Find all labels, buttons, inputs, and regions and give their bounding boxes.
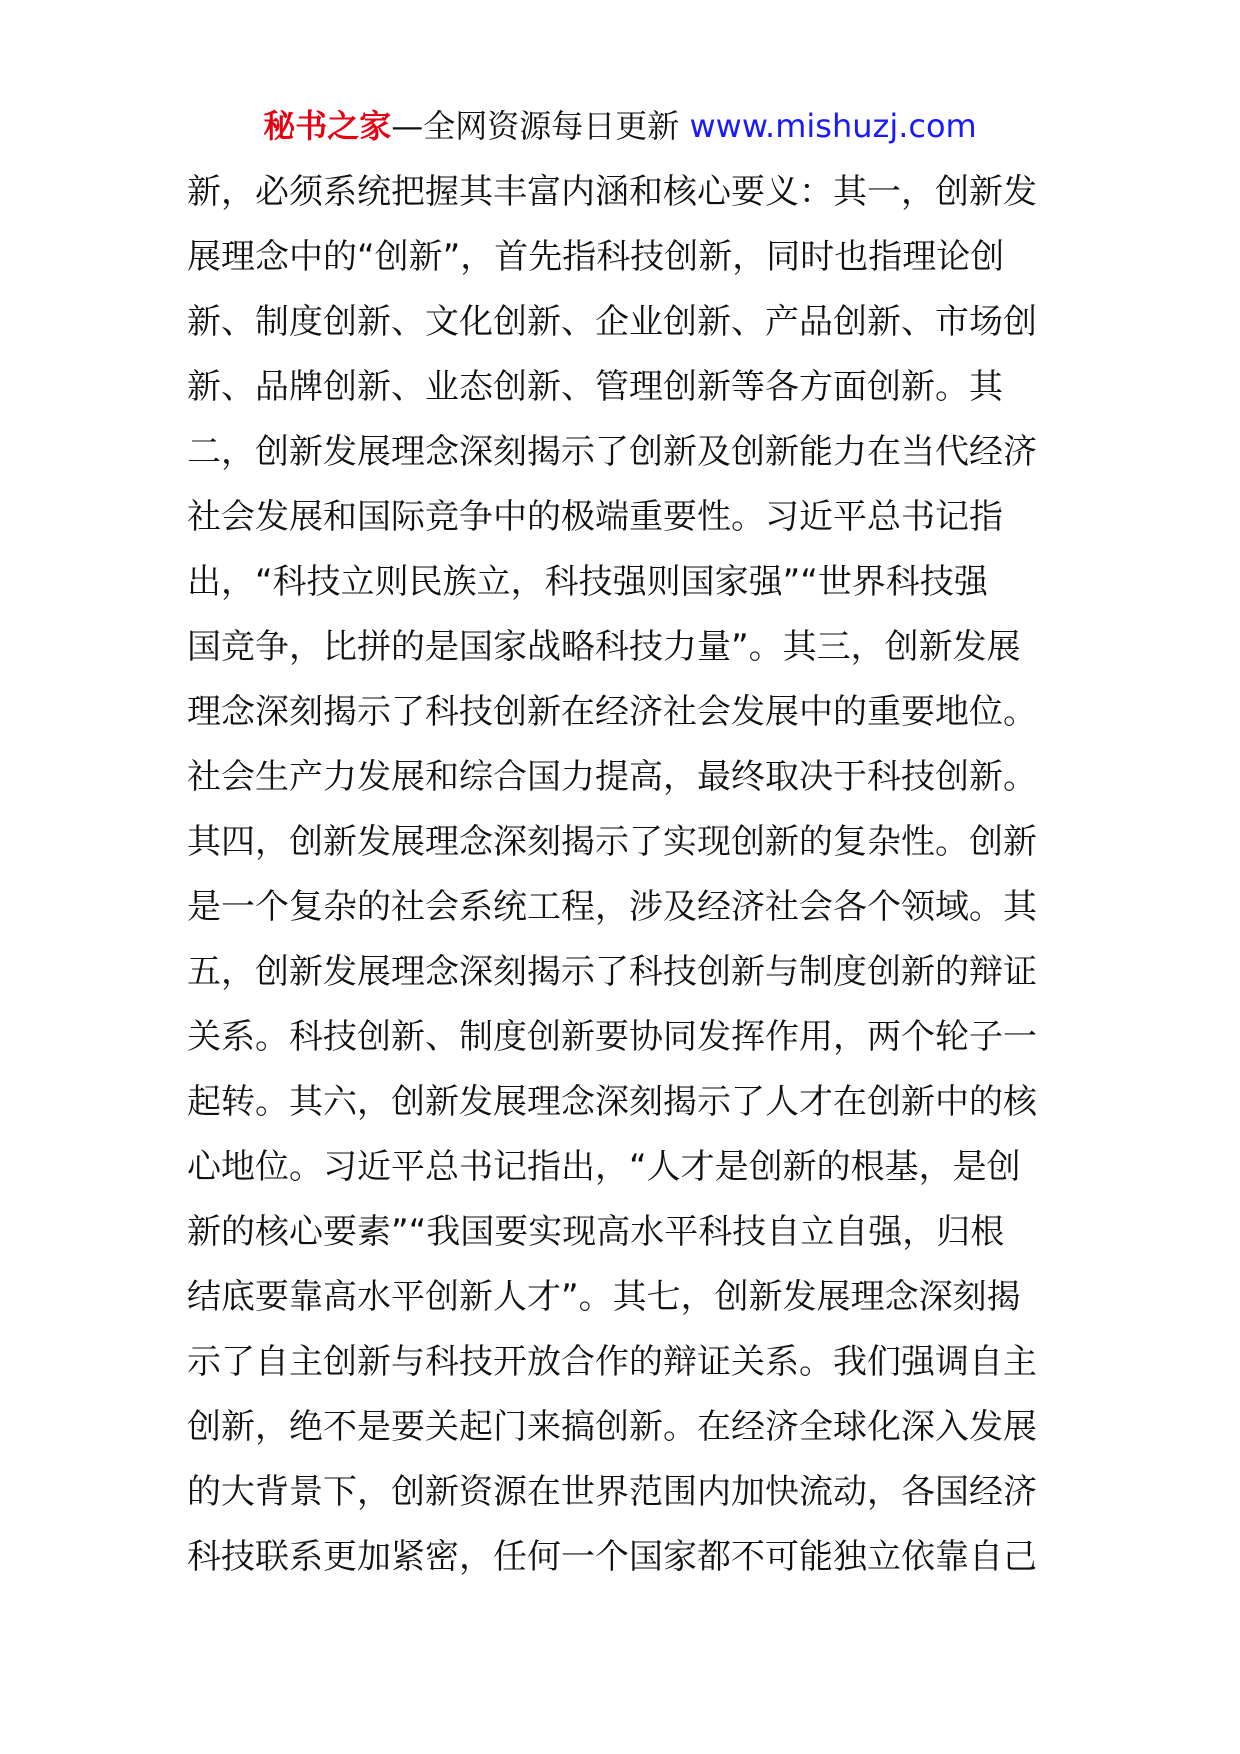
document-body bbox=[187, 160, 1057, 1590]
site-url-link[interactable]: www.mishuzj.com bbox=[689, 107, 977, 145]
text-line: 新、制度创新、文化创新、企业创新、产品创新、市场创 bbox=[187, 302, 1037, 342]
text-line: 二，创新发展理念深刻揭示了创新及创新能力在当代经济 bbox=[187, 432, 1037, 472]
text-line: 示了自主创新与科技开放合作的辩证关系。我们强调自主 bbox=[187, 1342, 1037, 1382]
text-line: 新，必须系统把握其丰富内涵和核心要义：其一，创新发 bbox=[187, 172, 1037, 212]
text-line: 社会发展和国际竞争中的极端重要性。习近平总书记指 bbox=[187, 497, 1003, 537]
text-line: 展理念中的“创新”，首先指科技创新，同时也指理论创 bbox=[187, 237, 1005, 277]
text-line: 心地位。习近平总书记指出，“人才是创新的根基，是创 bbox=[187, 1147, 1021, 1187]
brand-name: 秘书之家 bbox=[263, 107, 392, 145]
text-line: 结底要靠高水平创新人才”。其七，创新发展理念深刻揭 bbox=[187, 1277, 1021, 1317]
page-header bbox=[0, 104, 1240, 148]
header-slogan: —全网资源每日更新 bbox=[391, 107, 680, 145]
text-line: 其四，创新发展理念深刻揭示了实现创新的复杂性。创新 bbox=[187, 822, 1037, 862]
text-line: 新、品牌创新、业态创新、管理创新等各方面创新。其 bbox=[187, 367, 1003, 407]
text-line: 理念深刻揭示了科技创新在经济社会发展中的重要地位。 bbox=[187, 692, 1037, 732]
text-line: 社会生产力发展和综合国力提高，最终取决于科技创新。 bbox=[187, 757, 1037, 797]
text-line: 五，创新发展理念深刻揭示了科技创新与制度创新的辩证 bbox=[187, 952, 1037, 992]
text-line: 国竞争，比拼的是国家战略科技力量”。其三，创新发展 bbox=[187, 627, 1021, 667]
text-line: 科技联系更加紧密，任何一个国家都不可能独立依靠自己 bbox=[187, 1537, 1037, 1577]
text-line: 新的核心要素”“我国要实现高水平科技自立自强，归根 bbox=[187, 1212, 1005, 1252]
text-line: 关系。科技创新、制度创新要协同发挥作用，两个轮子一 bbox=[187, 1017, 1037, 1057]
text-line: 是一个复杂的社会系统工程，涉及经济社会各个领域。其 bbox=[187, 887, 1037, 927]
text-line: 的大背景下，创新资源在世界范围内加快流动，各国经济 bbox=[187, 1472, 1037, 1512]
text-line: 出，“科技立则民族立，科技强则国家强”“世界科技强 bbox=[187, 562, 988, 602]
text-line: 创新，绝不是要关起门来搞创新。在经济全球化深入发展 bbox=[187, 1407, 1037, 1447]
text-line: 起转。其六，创新发展理念深刻揭示了人才在创新中的核 bbox=[187, 1082, 1037, 1122]
